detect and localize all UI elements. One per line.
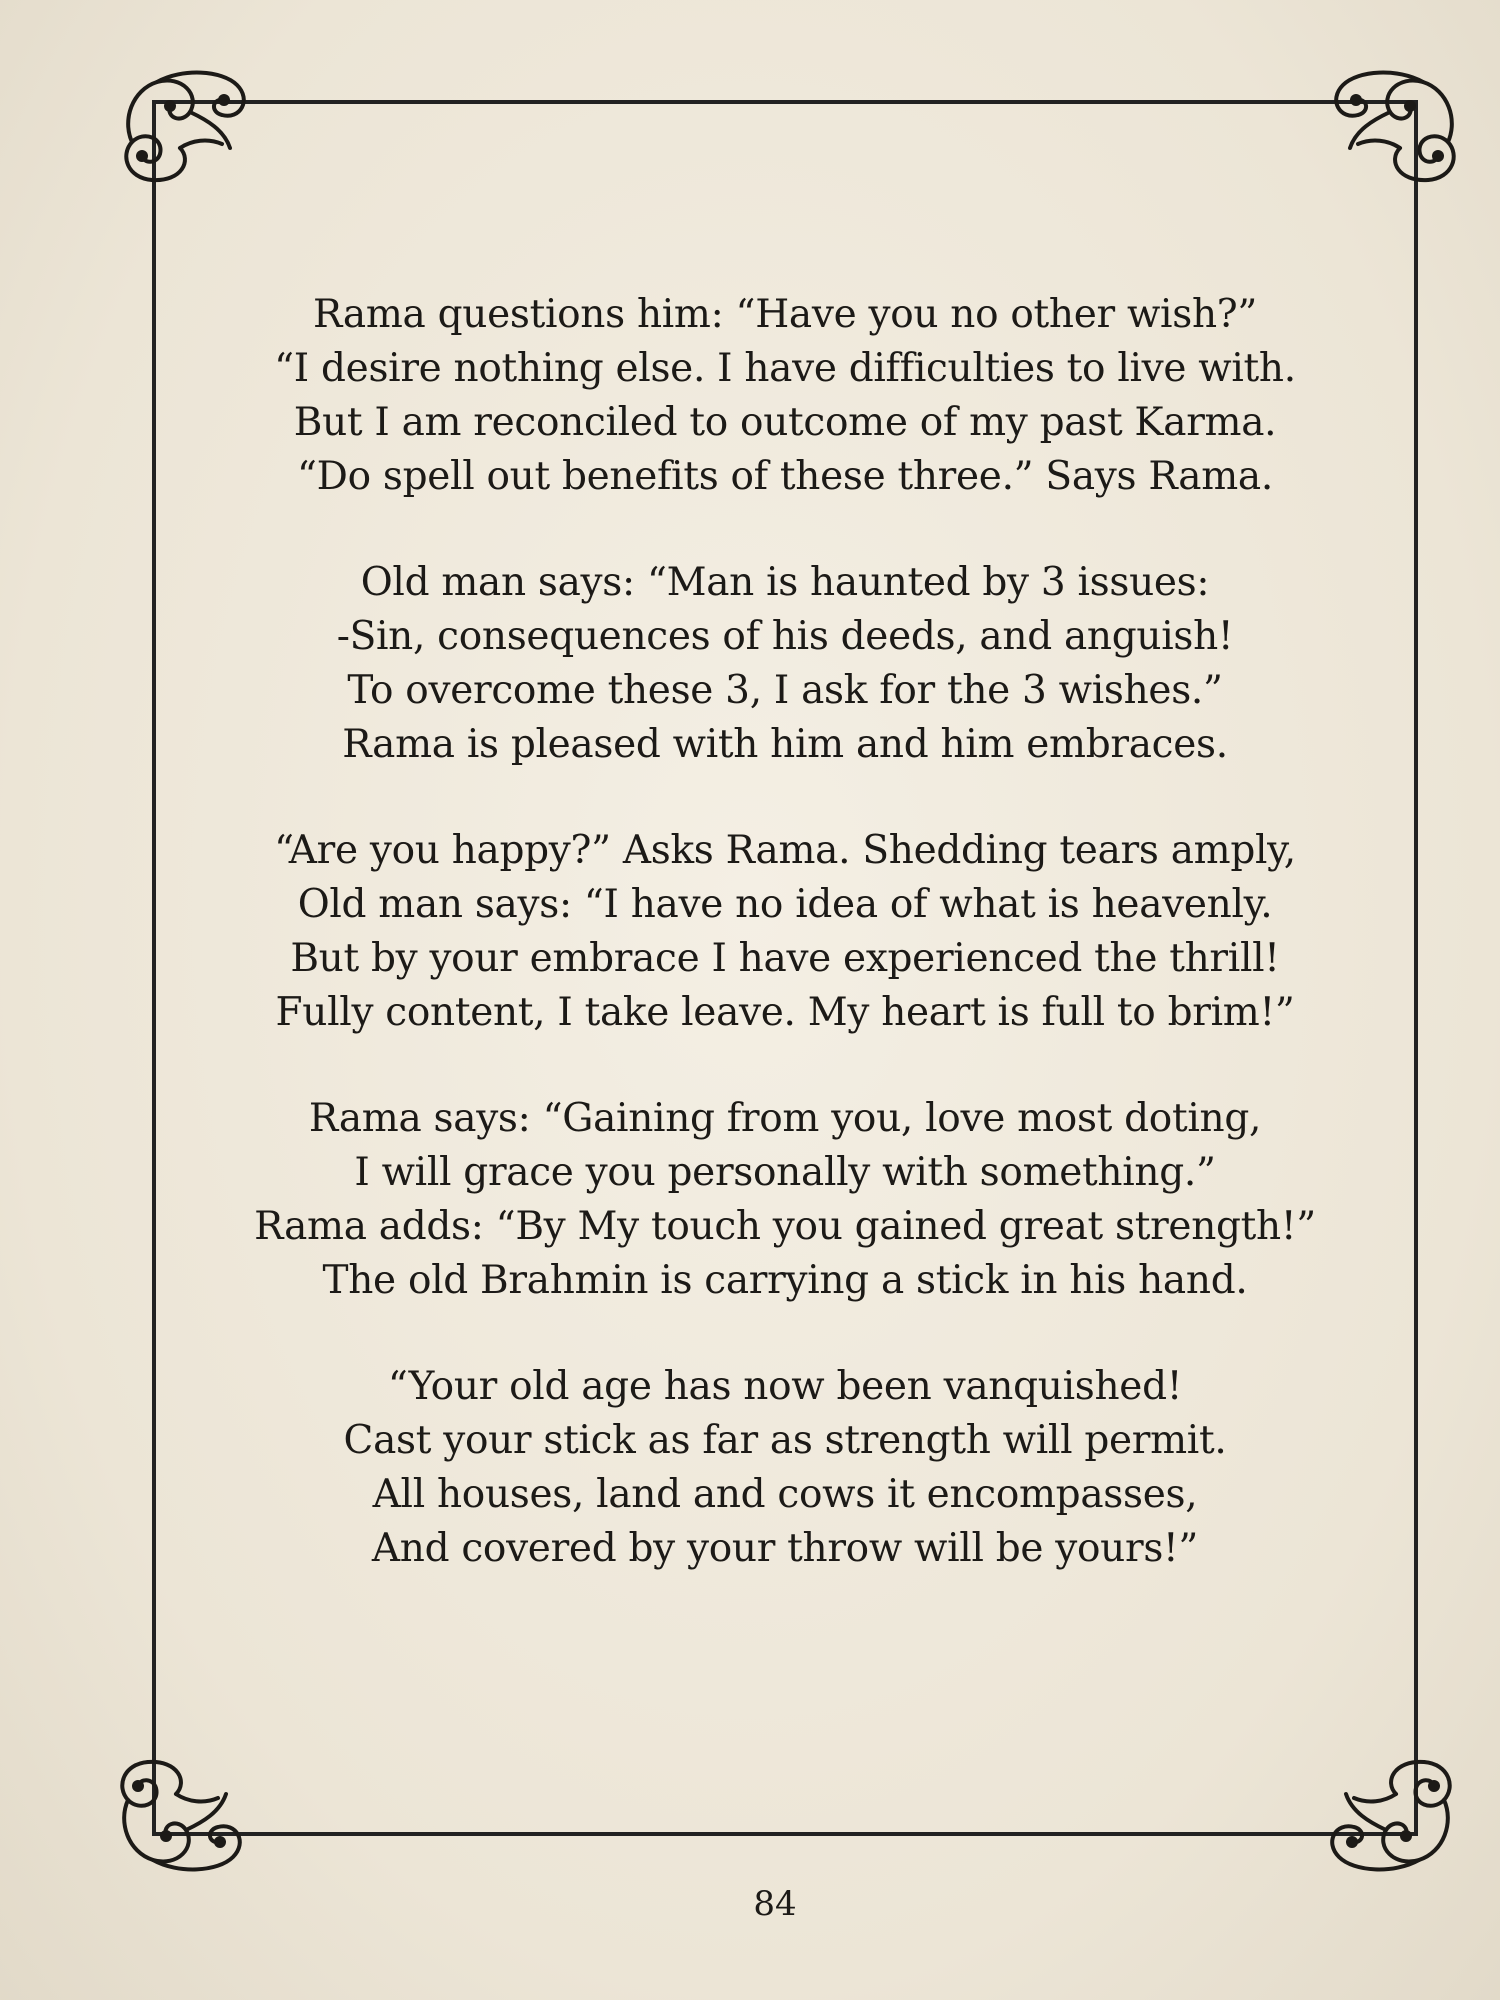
- flourish-ornament-bottom-right-icon: [1314, 1752, 1464, 1882]
- poem-line: Cast your stick as far as strength will permit.: [343, 1418, 1227, 1463]
- poem-line: All houses, land and cows it encompasses,: [372, 1472, 1198, 1517]
- poem-line: But I am reconciled to outcome of my past Karma.: [293, 400, 1277, 445]
- stanza-3: [200, 824, 1370, 1040]
- poem-line: “Your old age has now been vanquished!: [387, 1364, 1183, 1409]
- poem-line: “I desire nothing else. I have difficulties to live with.: [274, 346, 1296, 391]
- poem-line: Rama adds: “By My touch you gained great strength!”: [254, 1204, 1316, 1249]
- poem-line: -Sin, consequences of his deeds, and anguish!: [336, 614, 1234, 659]
- poem-line: Old man says: “I have no idea of what is heavenly.: [297, 882, 1273, 927]
- poem-line: Old man says: “Man is haunted by 3 issues:: [360, 560, 1210, 605]
- page-number: 84: [753, 1884, 797, 1924]
- poem-line: But by your embrace I have experienced the thrill!: [290, 936, 1280, 981]
- poem-line: And covered by your throw will be yours!”: [371, 1526, 1199, 1571]
- stanza-4: [200, 1092, 1370, 1308]
- poem-line: “Do spell out benefits of these three.” Says Rama.: [297, 454, 1273, 499]
- stanza-1: [200, 288, 1370, 504]
- poem-line: The old Brahmin is carrying a stick in his hand.: [322, 1258, 1248, 1303]
- poem-line: Rama says: “Gaining from you, love most doting,: [308, 1096, 1262, 1141]
- stanza-2: [200, 556, 1370, 772]
- poem-line: To overcome these 3, I ask for the 3 wishes.”: [347, 668, 1223, 713]
- stanza-5: [200, 1360, 1370, 1576]
- poem-body: [200, 288, 1370, 1628]
- poem-line: Rama is pleased with him and him embraces.: [342, 722, 1228, 767]
- flourish-ornament-top-right-icon: [1318, 60, 1468, 190]
- poem-line: Fully content, I take leave. My heart is full to brim!”: [275, 990, 1295, 1035]
- poem-line: “Are you happy?” Asks Rama. Shedding tears amply,: [274, 828, 1296, 873]
- flourish-ornament-bottom-left-icon: [108, 1752, 258, 1882]
- poem-line: I will grace you personally with something.”: [354, 1150, 1216, 1195]
- poem-line: Rama questions him: “Have you no other wish?”: [312, 292, 1258, 337]
- flourish-ornament-top-left-icon: [112, 60, 262, 190]
